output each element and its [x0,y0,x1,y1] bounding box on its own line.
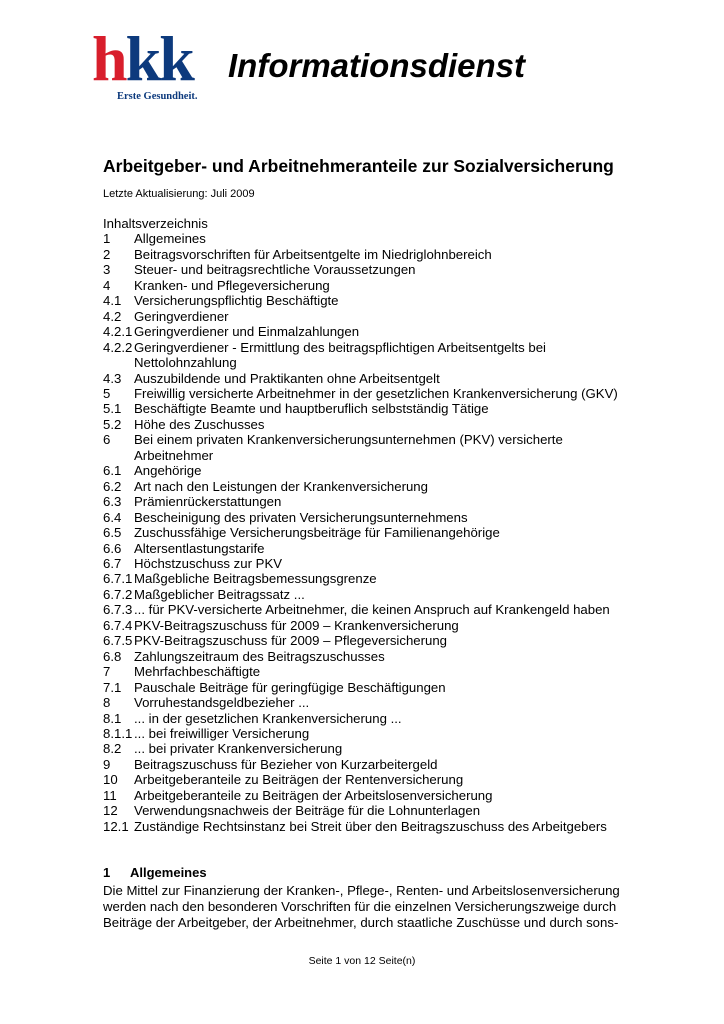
toc-item-label: Beitragsvorschriften für Arbeitsentgelte im Niedriglohnbereich [134,246,492,262]
toc-item-label: Kranken- und Pflegeversicherung [134,277,330,293]
toc-item [103,633,643,648]
toc-item [103,741,643,756]
toc-item [103,247,643,262]
toc-item [103,695,643,710]
toc-item-number: 6.7.2 [103,586,133,602]
toc-item-label: Verwendungsnachweis der Beiträge für die Lohnunterlagen [134,803,481,819]
toc-item-number: 1 [103,231,111,247]
toc-item-number: 4.3 [103,370,122,386]
toc-item-number: 8.2 [103,741,122,757]
toc-item-number: 5.2 [103,416,122,432]
toc-item-label: Maßgeblicher Beitragssatz ... [134,586,305,602]
toc-item-label: Zuständige Rechtsinstanz bei Streit über den Beitragszuschuss des Arbeitgebers [134,818,607,834]
toc-item-number: 12.1 [103,818,129,834]
toc-item-number: 3 [103,262,111,278]
last-updated: Letzte Aktualisierung: Juli 2009 [103,188,255,200]
toc-item-number: 11 [103,787,117,803]
toc-item [103,432,643,463]
toc-heading: Inhaltsverzeichnis [103,216,208,231]
toc-item-label: Beitragszuschuss für Bezieher von Kurzarbeitergeld [134,756,438,772]
toc-item-label: Auszubildende und Praktikanten ohne Arbeitsentgelt [134,370,440,386]
toc-item-label: Maßgebliche Beitragsbemessungsgrenze [134,571,377,587]
toc-item [103,757,643,772]
toc-item-number: 4.2.2 [103,339,133,355]
toc-item-label: Zuschussfähige Versicherungsbeiträge für Familienangehörige [134,525,500,541]
toc-item [103,726,643,741]
toc-item-number: 8.1 [103,710,122,726]
toc-item [103,772,643,787]
toc-item-label: ... bei freiwilliger Versicherung [134,725,310,741]
section-title: Allgemeines [130,865,207,880]
section-number: 1 [103,865,111,880]
toc-item [103,819,643,834]
logo-tagline: Erste Gesundheit. [117,91,198,102]
page-footer: Seite 1 von 12 Seite(n) [308,955,416,967]
toc-item [103,278,643,293]
toc-item-number: 4.1 [103,293,122,309]
toc-item-number: 6.8 [103,648,122,664]
logo-wordmark [92,23,193,94]
toc-item-label: Vorruhestandsgeldbezieher ... [134,695,310,711]
toc-item-number: 6.7 [103,555,122,571]
toc-item-number: 6.4 [103,509,122,525]
toc-item-label: Versicherungspflichtig Beschäftigte [134,293,339,309]
toc-item [103,602,643,617]
toc-item-number: 7 [103,664,111,680]
toc-item-label: Höchstzuschuss zur PKV [134,555,283,571]
toc-item-label: Arbeitgeberanteile zu Beiträgen der Rentenversicherung [134,772,464,788]
toc-item [103,386,643,401]
toc-item [103,649,643,664]
toc-item-number: 6.5 [103,525,122,541]
toc-item-number: 6.7.3 [103,602,133,618]
toc-item-label: PKV-Beitragszuschuss für 2009 – Pflegeversicherung [134,633,448,649]
toc-item-number: 7.1 [103,679,122,695]
toc-item-number: 6.7.4 [103,617,133,633]
toc-item [103,262,643,277]
toc-item-label: ... für PKV-versicherte Arbeitnehmer, die keinen Anspruch auf Krankengeld haben [134,602,610,618]
section-body: Die Mittel zur Finanzierung der Kranken-, Pflege-, Renten- und Arbeitslosenversicherung werden nach den besonderen Vorschriften für die einzelnen Versicherungszweige durch Beiträge der Arbeitgeber, der Arbeitnehmer, durch staatliche Zuschüsse und durch sons- [103,883,620,930]
toc-item [103,371,643,386]
toc-item-number: 6 [103,432,111,448]
toc-item-label: Geringverdiener und Einmalzahlungen [134,324,360,340]
toc-item [103,340,643,371]
toc-item-label: Bei einem privaten Krankenversicherungsunternehmen (PKV) versicherte Arbeitnehmer [134,432,563,463]
toc-item [103,664,643,679]
toc-item-number: 6.1 [103,463,122,479]
toc-item [103,541,643,556]
toc-item-label: PKV-Beitragszuschuss für 2009 – Krankenversicherung [134,617,459,633]
toc-item-label: Angehörige [134,463,202,479]
toc-item-label: Arbeitgeberanteile zu Beiträgen der Arbeitslosenversicherung [134,787,493,803]
toc-item-number: 5.1 [103,401,122,417]
toc-item [103,231,643,246]
toc-list [103,231,643,834]
toc-item [103,556,643,571]
toc-item-label: Art nach den Leistungen der Krankenversicherung [134,478,428,494]
toc-item-label: ... bei privater Krankenversicherung [134,741,343,757]
toc-item [103,571,643,586]
toc-item-label: Zahlungszeitraum des Beitragszuschusses [134,648,385,664]
toc-item-label: Altersentlastungstarife [134,540,265,556]
toc-item-number: 2 [103,246,111,262]
toc-item-label: Geringverdiener [134,308,229,324]
toc-item-label: Höhe des Zuschusses [134,416,265,432]
toc-item-label: Steuer- und beitragsrechtliche Voraussetzungen [134,262,416,278]
toc-item-label: Freiwillig versicherte Arbeitnehmer in der gesetzlichen Krankenversicherung (GKV) [134,385,618,401]
toc-item [103,618,643,633]
toc-item-label: Geringverdiener - Ermittlung des beitragspflichtigen Arbeitsentgelts bei Nettolohnzahlung [134,339,546,371]
toc-item-number: 8.1.1 [103,725,133,741]
toc-item-label: Bescheinigung des privaten Versicherungsunternehmens [134,509,468,525]
toc-item [103,680,643,695]
toc-item [103,525,643,540]
toc-item-label: Beschäftigte Beamte und hauptberuflich selbstständig Tätige [134,401,489,417]
toc-item-number: 10 [103,772,118,788]
toc-item-number: 4 [103,277,111,293]
toc-item-number: 6.3 [103,494,122,510]
toc-item-number: 6.7.1 [103,571,133,587]
toc-item [103,803,643,818]
toc-item [103,309,643,324]
toc-item-number: 4.2.1 [103,324,133,340]
toc-item-label: Mehrfachbeschäftigte [134,664,261,680]
toc-item-number: 5 [103,385,111,401]
toc-item-label: Prämienrückerstattungen [134,494,282,510]
toc-item-number: 8 [103,695,111,711]
document-title: Arbeitgeber- und Arbeitnehmeranteile zur Sozialversicherung [103,156,614,176]
toc-item [103,417,643,432]
service-title: Informationsdienst [228,47,526,84]
toc-item-number: 6.2 [103,478,122,494]
toc-item [103,510,643,525]
toc-item [103,479,643,494]
toc-item-number: 12 [103,803,118,819]
table-of-contents [103,216,643,834]
hkk-logo [92,23,210,105]
toc-item-label: ... in der gesetzlichen Krankenversicherung ... [134,710,402,726]
toc-item [103,587,643,602]
toc-item [103,324,643,339]
toc-item [103,494,643,509]
toc-item-label: Pauschale Beiträge für geringfügige Beschäftigungen [134,679,446,695]
logo-letters-kk: kk [125,23,193,94]
toc-item-number: 4.2 [103,308,122,324]
toc-item [103,463,643,478]
toc-item [103,788,643,803]
logo-letter-h: h [92,23,126,94]
toc-item [103,401,643,416]
section-heading [103,865,207,880]
toc-item [103,711,643,726]
toc-item-number: 9 [103,756,111,772]
toc-item-number: 6.7.5 [103,633,133,649]
toc-item-label: Allgemeines [134,231,206,247]
toc-item-number: 6.6 [103,540,122,556]
toc-item [103,293,643,308]
